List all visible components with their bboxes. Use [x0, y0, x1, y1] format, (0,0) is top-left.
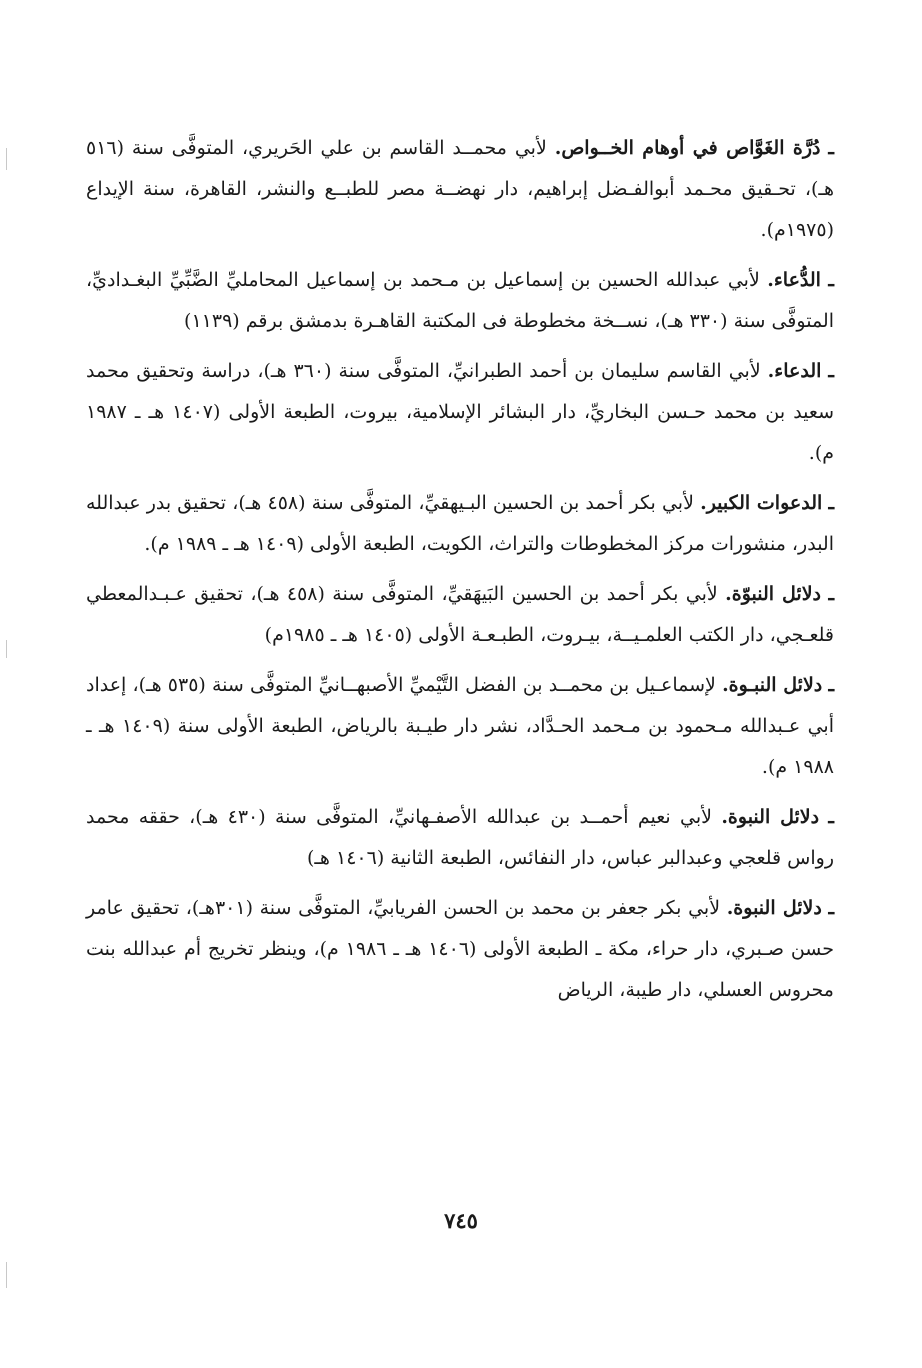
entry-title: دُرَّة الغَوَّاص في أوهام الخــواص.	[554, 137, 821, 159]
scan-edge-mark-top	[6, 148, 7, 170]
scan-edge-mark-middle	[6, 640, 7, 658]
entry-body: لأبي محمــد القاسم بن علي الحَريري، المتوفَّى سنة (٥١٦ هـ)، تحـقيق محـمد أبوالفـضل إبراهيم، دار نهضــة مصر للطبــع والنشر، القاهرة، سنة الإيداع (١٩٧٥م).	[86, 137, 834, 241]
bibliography-entry	[86, 665, 834, 788]
bibliography-entry	[86, 797, 834, 879]
entry-body: لأبي بكر جعفر بن محمد بن الحسن الفريابيِّ، المتوفَّى سنة (٣٠١هـ)، تحقيق عامر حسن صـبري، دار حراء، مكة ـ الطبعة الأولى (١٤٠٦ هـ ـ ١٩٨٦ م)، وينظر تخريج أم عبدالله بنت محروس العسلي، دار طيبة، الرياض	[86, 897, 834, 1001]
entry-dash: ـ	[828, 360, 834, 382]
entry-title: دلائل النبوة.	[721, 806, 820, 828]
entry-dash: ـ	[828, 583, 835, 605]
entry-dash: ـ	[828, 806, 834, 828]
entry-dash: ـ	[828, 674, 835, 696]
entry-body: لأبي عبدالله الحسين بن إسماعيل بن مـحمد بن إسماعيل المحامليِّ الضَّبِّيِّ البغـداديِّ، المتوفَّى سنة (٣٣٠ هـ)، نســخة مخطوطة فى المكتبة القاهـرة بدمشق برقم (١١٣٩)	[86, 269, 834, 332]
entry-title: الدعاء.	[767, 360, 822, 382]
page-number: ٧٤٥	[444, 1208, 478, 1233]
bibliography-entry	[86, 128, 834, 251]
entry-title: الدُّعاء.	[767, 269, 821, 291]
entry-body: لأبي بكر أحمد بن الحسين البَيهَقيِّ، المتوفَّى سنة (٤٥٨ هـ)، تحقيق عـبـدالمعطي قلعـجي، دار الكتب العلمـيــة، بيـروت، الطبـعـة الأولى (١٤٠٥ هـ ـ ١٩٨٥م)	[86, 583, 834, 646]
scan-edge-mark-bottom	[6, 1262, 7, 1288]
entry-dash: ـ	[828, 492, 835, 514]
entry-title: دلائل النبوة.	[726, 897, 822, 919]
entry-body: لإسماعـيل بن محمــد بن الفضل التَّيْميِّ الأصبهــانيِّ المتوفَّى سنة (٥٣٥ هـ)، إعداد أبي عـبدالله مـحمود بن مـحمد الحـدَّاد، نشر دار طيـبة بالرياض، الطبعة الأولى سنة (١٤٠٩ هـ ـ ١٩٨٨ م).	[86, 674, 835, 778]
bibliography-entry	[86, 483, 834, 565]
entry-title: دلائل النبـوة.	[722, 674, 823, 696]
entry-title: الدعوات الكبير.	[700, 492, 823, 514]
entry-body: لأبي بكر أحمد بن الحسين البـيهقيِّ، المتوفَّى سنة (٤٥٨ هـ)، تحقيق بدر عبدالله البدر، منشورات مركز المخطوطات والتراث، الكويت، الطبعة الأولى (١٤٠٩ هـ ـ ١٩٨٩ م).	[86, 492, 834, 555]
entry-title: دلائل النبوّة.	[725, 583, 822, 605]
bibliography-entry	[86, 351, 834, 474]
entry-body: لأبي القاسم سليمان بن أحمد الطبرانيِّ، المتوفَّى سنة (٣٦٠ هـ)، دراسة وتحقيق محمد سعيد بن محمد حـسن البخاريِّ، دار البشائر الإسلامية، بيروت، الطبعة الأولى (١٤٠٧ هـ ـ ١٩٨٧ م).	[86, 360, 834, 464]
entry-dash: ـ	[828, 269, 834, 291]
entry-dash: ـ	[828, 137, 834, 159]
entry-dash: ـ	[828, 897, 835, 919]
bibliography-entry	[86, 260, 834, 342]
entry-body: لأبي نعيم أحمــد بن عبدالله الأصفـهانيِّ، المتوفَّى سنة (٤٣٠ هـ)، حققه محمد رواس قلعجي وعبدالبر عباس، دار النفائس، الطبعة الثانية (١٤٠٦ هـ)	[86, 806, 834, 869]
bibliography-entry	[86, 888, 834, 1011]
bibliography-entries	[86, 128, 834, 1020]
bibliography-entry	[86, 574, 834, 656]
